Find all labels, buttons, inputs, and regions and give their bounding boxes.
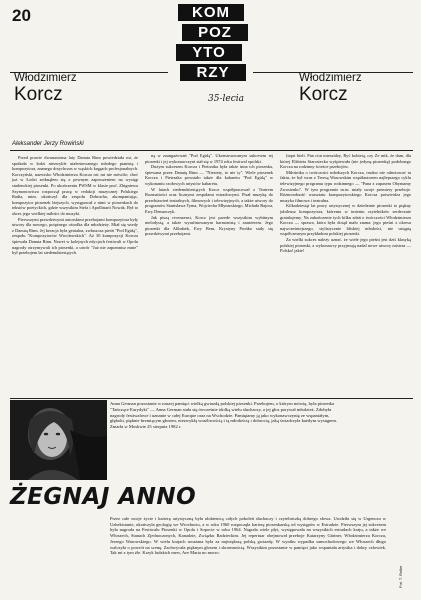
author-name-right [299, 72, 362, 104]
banner-line: YTO [176, 44, 242, 61]
section-divider [10, 398, 413, 399]
portrait-image [10, 400, 107, 480]
banner-line: RZY [180, 64, 246, 81]
paragraph: Przed prawie dwunastoma laty Danuta Rinn powiedziała mi, że spotkała w łodzi niezwykle utalentowanego młodego pianistę i kompozytora, znanego dotychczas w wąskich kręgach profesjonalnych. Korczyński, nazwisko Włodzimierza Korcza nic mi nie mówiło; choć już w Łodzi zetknąłem się z pewnym zaproszeniem na występ studenckiej piosenki. Po ukończeniu PWSM w klasie prof. Zbigniewa Szymonowicza rozpoczął pracę w redakcji muzycznej Polskiego Radia, mim. ukończył dla zespołu Dobrucha, akompaniując, kompozytor piosenek lżejszych, występował z nimi w piosenkach do tekstów poetyckich, gdzie wszystkim Stefa i Apollinarii Nowak. Był to okres jego wielkiej miłości do muzyki. [12, 155, 138, 216]
paragraph: Jak piszą recenzenci, Korcz jest przede wszystkim wybitnym melodystą, a także wyrafinowanym harmonistą i aranżerem. Jego piosenki dla Alibabek, Ewy Bem, Krystyny Prońko stały się prawdziwymi przebojami. [145, 214, 273, 237]
article-title: ŻEGNAJ ANNO [10, 484, 197, 510]
paragraph: Kilkadziesiąt lat pracy artystycznej w dziedzinie piosenki to piękny jubileusz kompozytora, któremu w imieniu czytelników serdecznie gratulujemy. Na zakończenie tych kilku zdań o twórczości Włodzimierza Korcza — sprawa, która była dotąd mało znana: jego pieśni z okresu najwcześniejszego, stylistycznie bliskiej młodości, nie ustąpią współczesnym przykładom polskiej piosenki. [280, 203, 411, 237]
author-last-name: Korcz [14, 84, 63, 105]
author-last-name: Korcz [299, 84, 348, 105]
anna-german-photo [10, 400, 107, 480]
author-name-left [14, 72, 77, 104]
page-number: 20 [12, 6, 31, 25]
article-column-2 [145, 153, 273, 392]
photo-caption: Anna German pozostanie w naszej pamięci wielką gwiazdą polskiej piosenki. Przebojem, o którym mówię, była piosenka "Tańczące Eurydyki" — Anna German stała się ówcześnie idolką wielu słuchaczy, a jej głos porywał młodzież. Zdobyła nagrody festiwalowe i uznanie w całej Europie oraz na Wschodzie. Pamiętamy ją jako wykonawczynię ze wspaniałym, głęboki, pięknie brzmiącym głosem, niezwykłą wrażliwością i tą młodością i dobrocią, jaką świadczyła każdym występem. Zmarła w Moskwie 25 sierpnia 1982 r. [110, 401, 338, 430]
paragraph: (tapri bieli. Pan ciut mieszidzy, Być kobietą, czy Ze mik, że dam, dla której Elżbieta Starostecka wyśpiewała (nie jedyną piosenkę) podobnego Korcza na rodzinny ścieżce przebojów. [280, 153, 411, 170]
paragraph: Miłośnika o twórczości młodszych Korcza, trudno nie odnotować tu faktu, że był wraz z Teresą Wasowskim współautorem najlepszego cyklu telewizyjnego programu typu rodzinnego — "Pana z zapasem Obymamy Zwosienko". W tym programie m.in. miały swoje premiery przeboje. Różnorodność warsztatu kompozytorskiego Korcza potwierdza jego muzyka filmowa i teatralna. [280, 169, 411, 203]
article-column-3 [280, 153, 411, 392]
byline: Aleksander Jerzy Rowiński [12, 141, 84, 147]
paragraph: Dużym sukcesem Korcza i Pietrzaka była także inna ich piosenka, śpiewana przez Danutę Rinn — "Niestety, to nie ty". Wiele piosenek Korcza i Pietrzaka powstało także dla kabaretu "Pod Egidą" w wykonaniu czołowych artystów kabaretu. [145, 164, 273, 186]
banner-line: KOM [178, 4, 244, 21]
obituary-text: Przez całe swoje życie i karierę artystyczną była ulubienicą całych pokoleń słuchaczy i czytelniczką dobrego słowa. Urodziła się w Urgenczu w Uzbekistanie, ukończyła geologię we Wrocławiu, a w roku 1960 rozpoczęła karierę piosenkarską od występów w Estradzie. Pierwszym jej sukcesem była nagroda na Festiwalu Piosenki w Opolu i Sopocie w roku 1964. Nagrała wiele płyt, występowała na wszystkich estradach kraju, a także we Włoszech, Stanach Zjednoczonych, Kanadzie, Związku Radzieckim. Jej repertuar obejmował przeboje Katarzyny Gärtner, Włodzimierza Korcza, Jerzego Wasowskiego. W wielu krajach uważana była za największą polską gwiazdę. W wyniku wypadku samochodowego we Włoszech długo walczyła o powrót na scenę. Zachwycała pięknym głosem i skromnością. Wszystkim pozostanie w pamięci jako wspaniała artystka i dobry człowiek. Tak mi z tym źle. Krzyk ludzkich mew, Ave Maria no morro. [110, 516, 386, 556]
article-column-1 [12, 155, 138, 392]
author-first-name: Włodzimierz [14, 72, 77, 84]
banner [172, 4, 250, 84]
byline-rule [10, 150, 413, 151]
banner-line: POZ [182, 24, 248, 41]
paragraph: Pierwszymi prawdziwymi autorskimi przebojami kompozytora były utwory dla nowego, potężnego ośrodka dla młodzieży. Miał się wtedy z Danutą Rinn. Jej kreacja była genialna, zwłaszcza pieśń "Pod Egidą", zespołu "Kompozytorów Wrocławskich". Aż 30 kompozycji Korcza śpiewała Danuta Rinn. Nawet w kolejnych edycjach festiwali w Opolu nagrody otrzymywali ich piosenki, a utwór "Już nie zapomnisz mnie" był przebojem lat siedemdziesiątych. [12, 216, 138, 256]
author-first-name: Włodzimierz [299, 72, 362, 84]
paragraph: W latach siedemdziesiątych Korcz współpracował z Teatrem Rozmaitości oraz licznymi zespołami estradowymi. Pisał muzykę do przedstawień teatralnych, filmowych i telewizyjnych, a także utwory do programów Stanisława Tyma, Wojciecha Młynarskiego, Michała Bajora, Ewy Demarczyk. [145, 186, 273, 214]
paragraph: Za wielki sukces należy uznać, że wiele jego pieśni jest dziś klasyką polskiej piosenki, a wykonawcy przyjmują nadal nowe utwory mistrza — Polska! jakie! [280, 236, 411, 254]
photo-credit: Fot. T. Rolke [398, 565, 403, 588]
banner-subtitle: 35-lecia [208, 94, 244, 104]
paragraph: ną w zaangażowań "Pod Egidą". Ukonstruowanym sukcesem tej piosenki i jej wykonawczyni stał się w 1974 roku festiwal opolski. [145, 153, 273, 164]
